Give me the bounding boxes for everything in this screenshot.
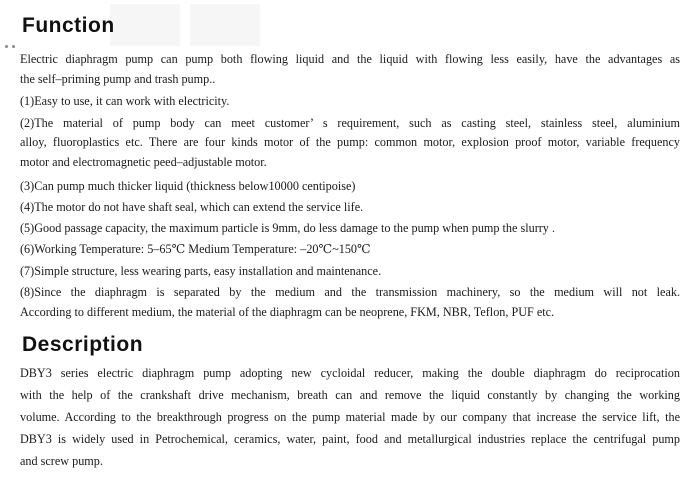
background-patch — [110, 4, 180, 46]
description-line: DBY3 is widely used in Petrochemical, ceramics, water, paint, food and metallurgical industries replace the centrifugal pump — [20, 432, 680, 446]
description-line: and screw pump. — [20, 454, 103, 468]
function-line: (8)Since the diaphragm is separated by the medium and the transmission machinery, so the medium will not leak. — [20, 285, 680, 299]
function-line: (6)Working Temperature: 5–65℃ Medium Temperature: –20℃~150℃ — [20, 242, 371, 256]
background-patch — [190, 4, 260, 46]
description-line: volume. According to the breakthrough progress on the pump material made by our company that increase the service lift, the — [20, 410, 680, 424]
function-line: (1)Easy to use, it can work with electricity. — [20, 94, 230, 108]
function-line: (7)Simple structure, less wearing parts, easy installation and maintenance. — [20, 264, 382, 278]
function-line: (4)The motor do not have shaft seal, which can extend the service life. — [20, 200, 364, 214]
function-line: (5)Good passage capacity, the maximum particle is 9mm, do less damage to the pump when pump the slurry . — [20, 221, 555, 235]
function-line: the self–priming pump and trash pump.. — [20, 72, 216, 86]
function-line: alloy, fluoroplastics etc. There are four kinds motor of the pump: common motor, explosion proof motor, variable frequency — [20, 135, 680, 149]
function-line: (3)Can pump much thicker liquid (thickness below10000 centipoise) — [20, 179, 356, 193]
description-line: with the help of the crankshaft drive mechanism, breath can and remove the liquid constantly by changing the working — [20, 388, 680, 402]
decorative-dot — [12, 45, 15, 48]
function-line: According to different medium, the material of the diaphragm can be neoprene, FKM, NBR, Teflon, PUF etc. — [20, 305, 555, 319]
function-line: (2)The material of pump body can meet customer’ s requirement, such as casting steel, stainless steel, aluminium — [20, 116, 680, 130]
function-line: motor and electromagnetic peed–adjustable motor. — [20, 155, 267, 169]
description-line: DBY3 series electric diaphragm pump adopting new cycloidal reducer, making the double diaphragm do reciprocation — [20, 366, 680, 380]
description-heading: Description — [22, 333, 144, 356]
function-line: Electric diaphragm pump can pump both flowing liquid and the liquid with flowing less easily, have the advantages as — [20, 52, 680, 66]
decorative-dot — [5, 45, 8, 48]
function-heading: Function — [22, 14, 115, 37]
